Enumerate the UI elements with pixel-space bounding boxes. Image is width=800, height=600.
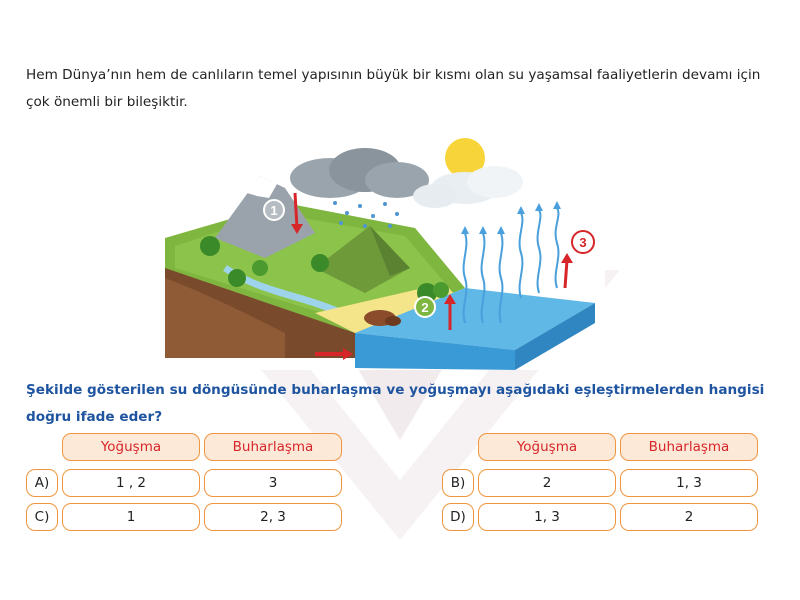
- option-letter[interactable]: B): [442, 469, 474, 497]
- header-yogusma-left: Yoğuşma: [62, 433, 200, 461]
- svg-text:2: 2: [421, 300, 429, 315]
- option-buharlasma-value: 2: [620, 503, 758, 531]
- option-buharlasma-value: 2, 3: [204, 503, 342, 531]
- option-yogusma-value: 1, 3: [478, 503, 616, 531]
- header-buharlasma-left: Buharlaşma: [204, 433, 342, 461]
- marker-1: [264, 200, 284, 220]
- marker-2: [415, 297, 435, 317]
- option-buharlasma-value: 3: [204, 469, 342, 497]
- svg-text:3: 3: [579, 235, 587, 250]
- intro-paragraph: Hem Dünya’nın hem de canlıların temel yapısının büyük bir kısmı olan su yaşamsal faaliyetlerin devamı için çok önemli bir bileşiktir.: [26, 67, 761, 110]
- option-yogusma-value: 2: [478, 469, 616, 497]
- option-letter[interactable]: D): [442, 503, 474, 531]
- option-letter[interactable]: A): [26, 469, 58, 497]
- header-yogusma-right: Yoğuşma: [478, 433, 616, 461]
- water-cycle-illustration: [165, 118, 605, 370]
- option-yogusma-value: 1: [62, 503, 200, 531]
- option-letter[interactable]: C): [26, 503, 58, 531]
- option-buharlasma-value: 1, 3: [620, 469, 758, 497]
- marker-3: [572, 231, 594, 253]
- question-text: Şekilde gösterilen su döngüsünde buharlaşma ve yoğuşmayı aşağıdaki eşleştirmelerden hangisi doğru ifade eder?: [26, 382, 765, 425]
- svg-text:1: 1: [270, 203, 278, 218]
- option-yogusma-value: 1 , 2: [62, 469, 200, 497]
- header-buharlasma-right: Buharlaşma: [620, 433, 758, 461]
